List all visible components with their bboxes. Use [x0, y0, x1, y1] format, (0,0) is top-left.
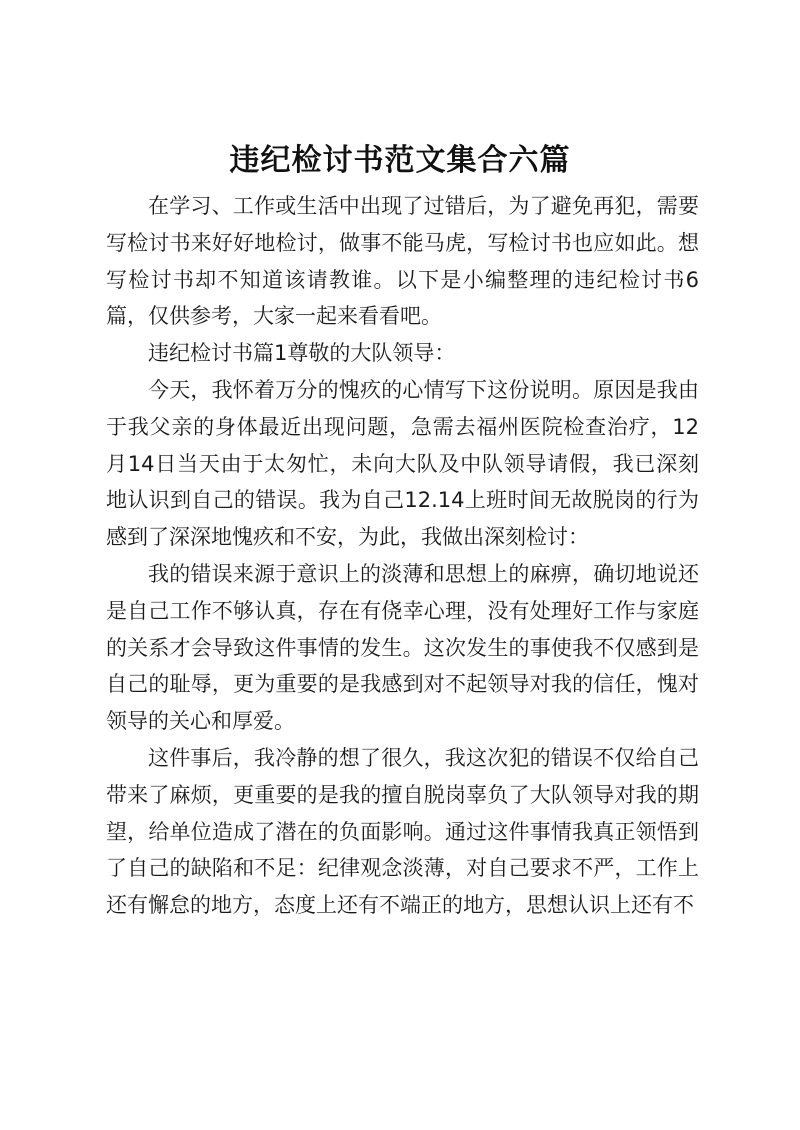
- paragraph-heading-1: 违纪检讨书篇1尊敬的大队领导：: [148, 341, 456, 366]
- paragraph-intro: 在学习、工作或生活中出现了过错后，为了避免再犯，需要写检讨书来好好地检讨，做事不能马虎，写检讨书也应如此。想写检讨书却不知道该请教谁。以下是小编整理的违纪检讨书6篇，仅供参考，大家一起来看看吧。: [106, 194, 699, 329]
- paragraph-error-source: 我的错误来源于意识上的淡薄和思想上的麻痹，确切地说还是自己工作不够认真，存在有侥幸心理，没有处理好工作与家庭的关系才会导致这件事情的发生。这次发生的事使我不仅感到是自己的耻辱，更为重要的是我感到对不起领导对我的信任，愧对领导的关心和厚爱。: [106, 561, 699, 734]
- paragraph-reflection: 这件事后，我冷静的想了很久，我这次犯的错误不仅给自己带来了麻烦，更重要的是我的擅自脱岗辜负了大队领导对我的期望，给单位造成了潜在的负面影响。通过这件事情我真正领悟到了自己的缺陷和不足：纪律观念淡薄，对自己要求不严，工作上还有懈怠的地方，态度上还有不端正的地方，思想认识上还有不: [106, 745, 699, 918]
- paragraph-explanation: 今天，我怀着万分的愧疚的心情写下这份说明。原因是我由于我父亲的身体最近出现问题，急需去福州医院检查治疗，12月14日当天由于太匆忙，未向大队及中队领导请假，我已深刻地认识到自己的错误。我为自己12.14上班时间无故脱岗的行为感到了深深地愧疚和不安，为此，我做出深刻检讨：: [106, 377, 699, 550]
- document-title: 违纪检讨书范文集合六篇: [229, 143, 571, 178]
- document-body: [106, 188, 699, 924]
